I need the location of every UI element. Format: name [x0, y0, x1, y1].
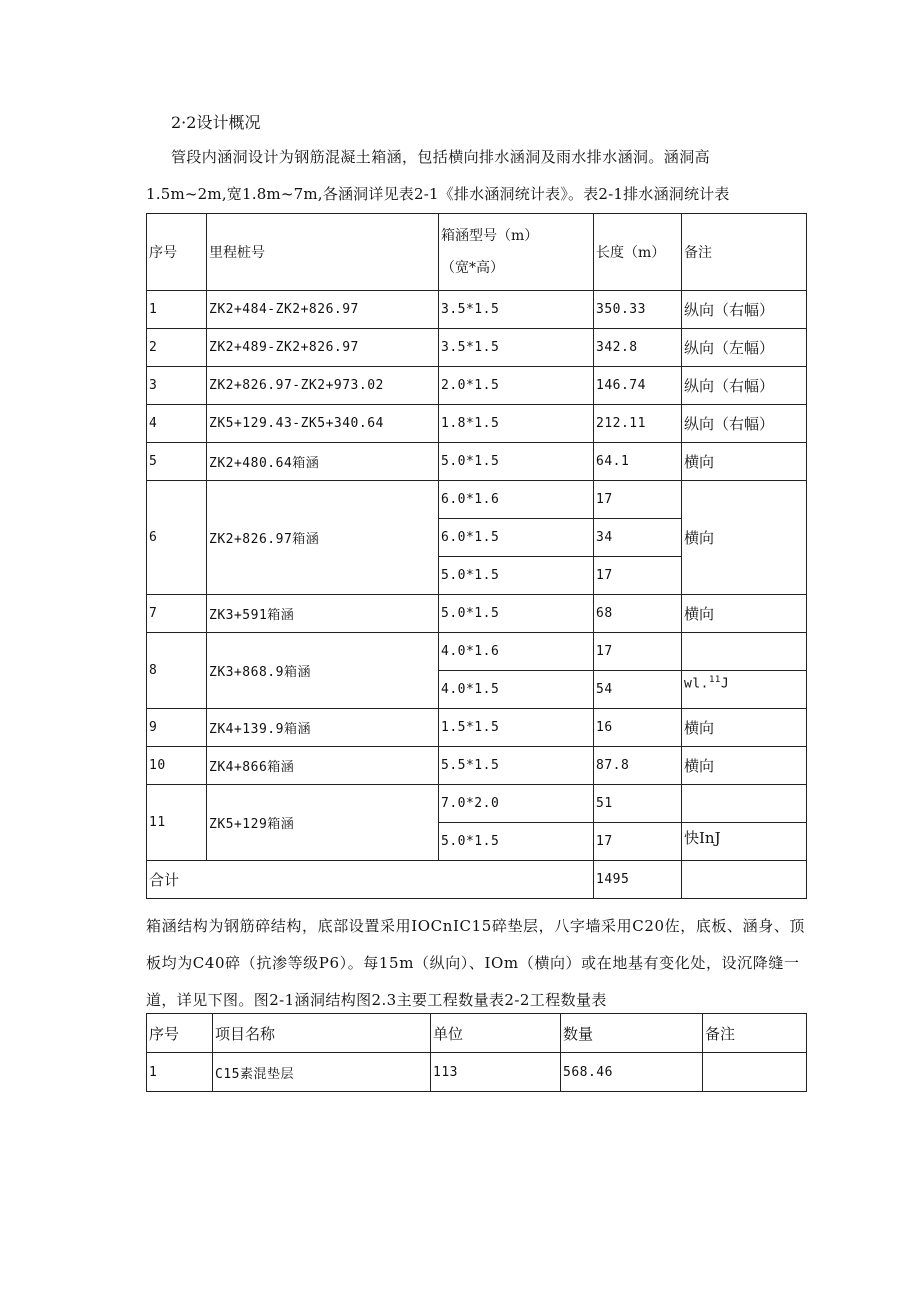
remark-text-end: J	[720, 676, 730, 692]
section-heading: 2·2设计概况	[171, 113, 261, 132]
cell-type: 7.0*2.0	[439, 785, 594, 823]
cell-remark: 横向	[682, 595, 807, 633]
header-type-line1: 箱涵型号（m）	[441, 228, 539, 244]
cell-station: ZK4+866箱涵	[207, 747, 439, 785]
table-row	[147, 747, 807, 785]
cell-length: 16	[594, 709, 682, 747]
cell-type: 5.5*1.5	[439, 747, 594, 785]
cell-remark: 快InJ	[682, 823, 807, 861]
cell-item-name: C15素混垫层	[213, 1053, 431, 1092]
cell-length: 17	[594, 481, 682, 519]
cell-no: 11	[147, 785, 207, 861]
cell-no: 9	[147, 709, 207, 747]
cell-length: 68	[594, 595, 682, 633]
header-type-line2: （宽*高）	[441, 260, 504, 276]
cell-no: 2	[147, 329, 207, 367]
cell-remark: 纵向（左幅）	[682, 329, 807, 367]
cell-no: 5	[147, 443, 207, 481]
header-station: 里程桩号	[207, 214, 439, 291]
cell-remark: 横向	[682, 481, 807, 595]
cell-type: 3.5*1.5	[439, 291, 594, 329]
cell-type: 5.0*1.5	[439, 595, 594, 633]
cell-length: 212.11	[594, 405, 682, 443]
cell-no: 8	[147, 633, 207, 709]
table-row	[147, 443, 807, 481]
table-row	[147, 405, 807, 443]
table-row	[147, 1053, 807, 1092]
cell-remark: 纵向（右幅）	[682, 405, 807, 443]
intro-paragraph-line2: 1.5m~2m,宽1.8m~7m,各涵洞详见表2-1《排水涵洞统计表》。表2-1排水涵洞统计表	[146, 185, 730, 203]
table-header-row	[147, 214, 807, 291]
cell-station: ZK3+868.9箱涵	[207, 633, 439, 709]
quantity-table	[146, 1013, 807, 1092]
table-row	[147, 367, 807, 405]
header-no: 序号	[147, 214, 207, 291]
header-unit: 单位	[431, 1014, 561, 1053]
header-remark: 备注	[682, 214, 807, 291]
cell-type: 5.0*1.5	[439, 557, 594, 595]
cell-no: 10	[147, 747, 207, 785]
structure-paragraph-line1: 箱涵结构为钢筋碎结构，底部设置采用IOCnIC15碎垫层，八字墙采用C20佐，底板、涵身、顶	[146, 917, 806, 935]
culvert-statistics-table	[146, 213, 807, 899]
table-row	[147, 595, 807, 633]
cell-remark	[682, 785, 807, 823]
cell-remark	[703, 1053, 807, 1092]
cell-length: 17	[594, 823, 682, 861]
cell-no: 1	[147, 291, 207, 329]
cell-station: ZK3+591箱涵	[207, 595, 439, 633]
cell-remark: 横向	[682, 443, 807, 481]
table-row	[147, 633, 807, 671]
cell-station: ZK2+826.97箱涵	[207, 481, 439, 595]
header-remark: 备注	[703, 1014, 807, 1053]
structure-paragraph-line3: 道，详见下图。图2-1涵洞结构图2.3主要工程数量表2-2工程数量表	[146, 991, 607, 1009]
cell-no: 4	[147, 405, 207, 443]
cell-type: 1.5*1.5	[439, 709, 594, 747]
remark-text: wl.	[684, 676, 709, 692]
cell-remark: 横向	[682, 709, 807, 747]
cell-quantity: 568.46	[561, 1053, 703, 1092]
cell-remark: 纵向（右幅）	[682, 367, 807, 405]
cell-length: 64.1	[594, 443, 682, 481]
cell-type: 5.0*1.5	[439, 823, 594, 861]
table-row	[147, 709, 807, 747]
total-label: 合计	[147, 861, 594, 899]
cell-station: ZK2+826.97-ZK2+973.02	[207, 367, 439, 405]
cell-length: 51	[594, 785, 682, 823]
cell-length: 17	[594, 557, 682, 595]
header-length: 长度（m）	[594, 214, 682, 291]
cell-unit: 113	[431, 1053, 561, 1092]
cell-remark	[682, 633, 807, 671]
cell-station: ZK2+480.64箱涵	[207, 443, 439, 481]
cell-length: 350.33	[594, 291, 682, 329]
cell-type: 6.0*1.6	[439, 481, 594, 519]
header-no: 序号	[147, 1014, 213, 1053]
structure-paragraph-line2: 板均为C40碎（抗渗等级P6）。每15m（纵向）、IOm（横向）或在地基有变化处，设沉降缝一	[146, 954, 800, 972]
cell-length: 54	[594, 671, 682, 709]
cell-length: 34	[594, 519, 682, 557]
cell-type: 4.0*1.6	[439, 633, 594, 671]
cell-type: 2.0*1.5	[439, 367, 594, 405]
intro-paragraph-line1: 管段内涵洞设计为钢筋混凝土箱涵，包括横向排水涵洞及雨水排水涵洞。涵洞高	[171, 148, 711, 166]
cell-station: ZK5+129箱涵	[207, 785, 439, 861]
total-remark	[682, 861, 807, 899]
table-row	[147, 481, 807, 519]
cell-station: ZK4+139.9箱涵	[207, 709, 439, 747]
cell-remark: 纵向（右幅）	[682, 291, 807, 329]
cell-type: 1.8*1.5	[439, 405, 594, 443]
header-quantity: 数量	[561, 1014, 703, 1053]
table-row	[147, 291, 807, 329]
cell-station: ZK5+129.43-ZK5+340.64	[207, 405, 439, 443]
cell-station: ZK2+489-ZK2+826.97	[207, 329, 439, 367]
table-header-row	[147, 1014, 807, 1053]
cell-type: 4.0*1.5	[439, 671, 594, 709]
header-culvert-type	[439, 214, 594, 291]
table-row	[147, 329, 807, 367]
cell-length: 146.74	[594, 367, 682, 405]
cell-no: 3	[147, 367, 207, 405]
cell-remark	[682, 671, 807, 709]
cell-type: 6.0*1.5	[439, 519, 594, 557]
cell-length: 87.8	[594, 747, 682, 785]
cell-type: 3.5*1.5	[439, 329, 594, 367]
total-value: 1495	[594, 861, 682, 899]
remark-superscript: 11	[708, 675, 721, 685]
cell-remark: 横向	[682, 747, 807, 785]
cell-no: 6	[147, 481, 207, 595]
cell-station: ZK2+484-ZK2+826.97	[207, 291, 439, 329]
table-total-row	[147, 861, 807, 899]
cell-no: 7	[147, 595, 207, 633]
header-item-name: 项目名称	[213, 1014, 431, 1053]
cell-length: 17	[594, 633, 682, 671]
cell-no: 1	[147, 1053, 213, 1092]
table-row	[147, 785, 807, 823]
cell-length: 342.8	[594, 329, 682, 367]
cell-type: 5.0*1.5	[439, 443, 594, 481]
